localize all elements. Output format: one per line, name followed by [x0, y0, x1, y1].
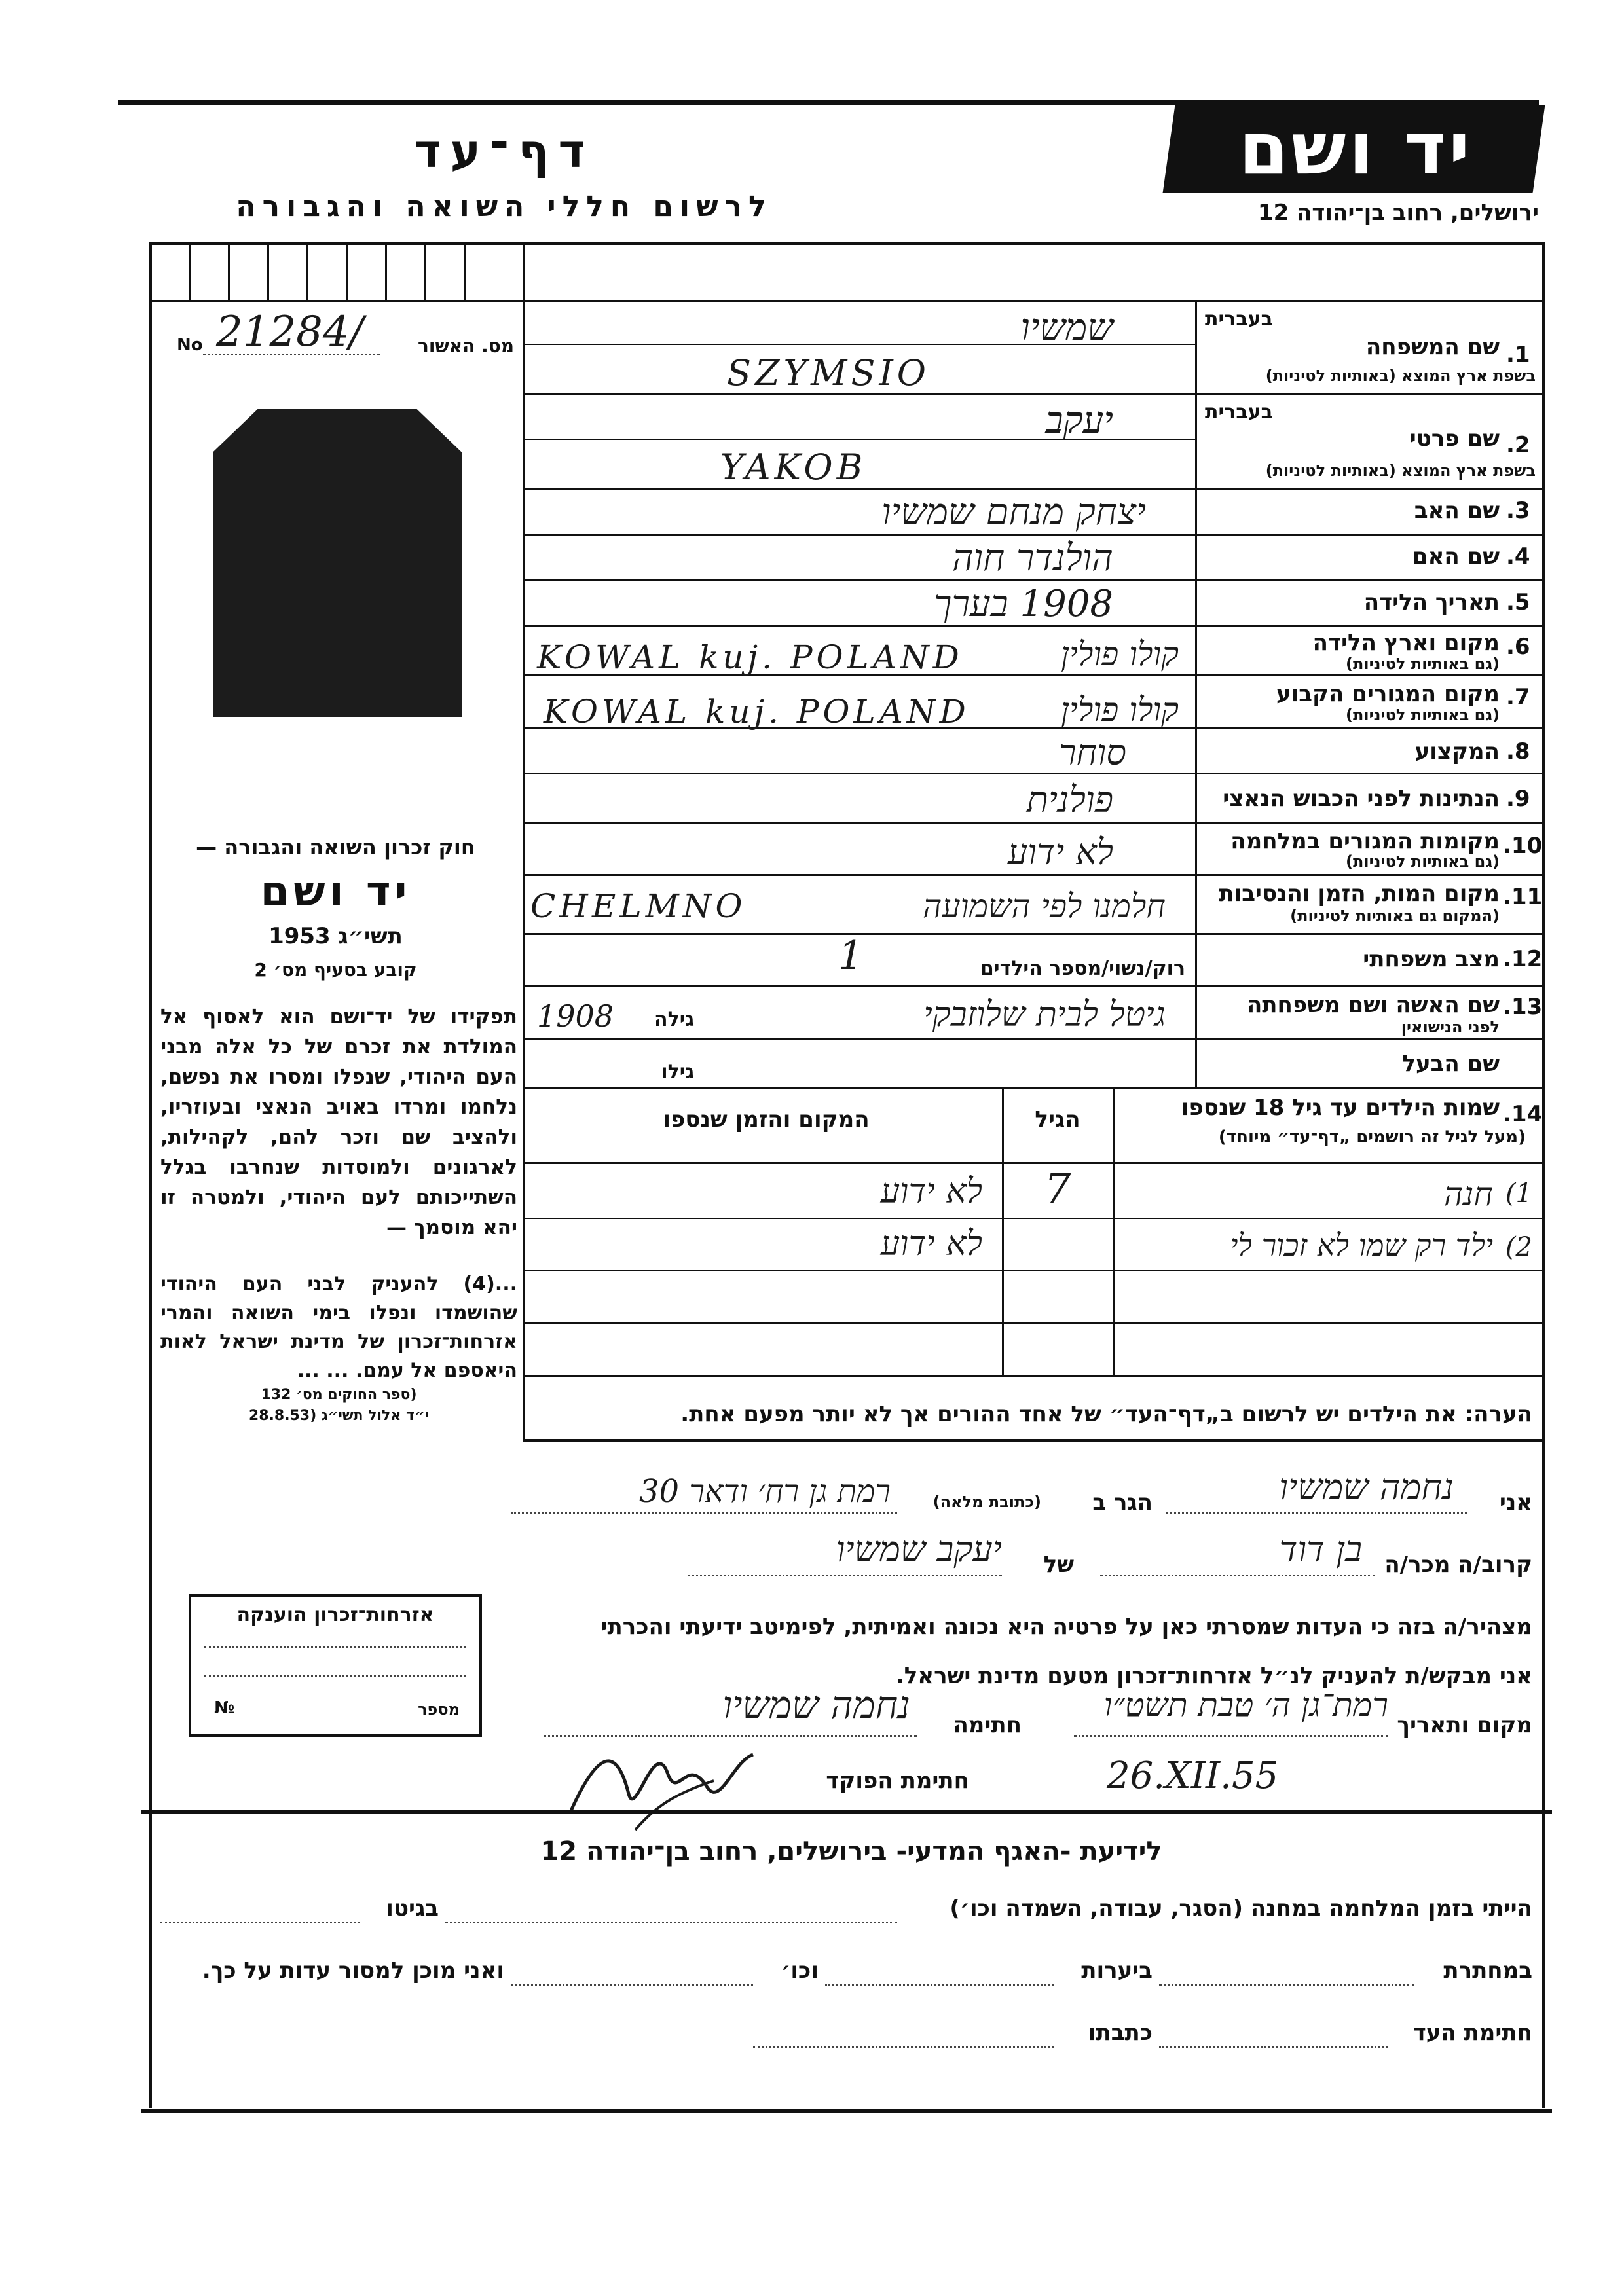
decl-statement: מצהיר/ה בזה כי העדות שמסרתי כאן על פרטיה היא נכונה ואמיתית, לפימיטב ידיעתי והכרתי: [600, 1614, 1532, 1640]
footer-line3-a: חתימת העד: [1412, 2020, 1532, 2046]
decl-place-date: רמת־גן ה׳ טבת תשט״ו: [1103, 1686, 1388, 1724]
children-head-rule: [523, 1162, 1544, 1164]
victim-photo: [213, 409, 462, 717]
field-2-value-latin: YAKOB: [720, 446, 867, 488]
page-title: דף־עד: [414, 124, 595, 178]
field-6-value-hebrew: קולו פולין: [1061, 635, 1179, 673]
footer-line1-dots-a: [445, 1922, 897, 1923]
field-2-label: שם פרטי: [1409, 426, 1500, 452]
logo-text: יד ושם: [1238, 107, 1473, 191]
husband-age-label: גילו: [661, 1061, 694, 1084]
children-place-header: המקום והזמן שנספו: [663, 1106, 870, 1133]
decl-relation-label: קרוב/ה מכר/ה: [1384, 1552, 1532, 1578]
frame-right: [1542, 242, 1545, 2108]
field-12-value: 1: [838, 933, 864, 979]
children-col-divider: [1113, 1087, 1115, 1375]
law-year: תשי״ג 1953: [268, 923, 403, 949]
row-line: [523, 1038, 1544, 1040]
row-line: [523, 625, 1544, 627]
law-purpose: תפקידו של יד־ושם הוא לאסוף אל המולדת את זכרם של כל אלה מבני העם היהודי, שנפלו ומסרו את נפשם, נלחמו ומרדו באויב הנאצי ובעוזריו, ולהציב שם וזכר להם, לקהילות, לארגונים ולמוסדות שנחרבו בגלל השתייכותם לעם היהודי, ולמטרה זו יהא מוסמך —: [160, 1005, 517, 1239]
child-1-idx: 1): [1505, 1178, 1532, 1209]
row-line: [523, 822, 1544, 824]
children-row-rule: [523, 1322, 1544, 1324]
field-5-number: 5.: [1506, 589, 1530, 615]
decl-signature: נחמה שמשיו: [722, 1683, 910, 1727]
children-title: שמות הילדים עד גיל 18 שנספו: [1181, 1095, 1500, 1121]
field-11-sub: (המקום גם באותיות לטיניות): [1290, 907, 1500, 925]
official-signature-mark: [557, 1715, 766, 1846]
field-13-label: שם האשה ושם משפחתה: [1246, 992, 1500, 1018]
decl-prefix: אני: [1499, 1489, 1532, 1516]
field-10-number: 10.: [1503, 833, 1543, 859]
row-line: [523, 933, 1544, 935]
child-1-place: לא ידוע: [880, 1172, 982, 1211]
footer-line2-dots-b: [825, 1984, 1054, 1986]
child-1-name: חנה: [1443, 1175, 1493, 1213]
decl-of-value: יעקב שמשיו: [836, 1529, 1002, 1570]
field-13-value: גיטל לבית שלוזבקי: [923, 995, 1166, 1034]
header-top-rule: [118, 100, 1539, 105]
decl-address: רמת גן רח׳ ודאר 30: [639, 1473, 891, 1510]
remark: הערה: את הילדים יש לרשום ב„דף־העד״ של אחד ההורים אך לא יותר מפעם אחת.: [680, 1401, 1532, 1427]
footer-line2-dots-c: [511, 1984, 753, 1986]
field-5-label: תאריך הלידה: [1363, 589, 1500, 615]
decl-name-dots: [1166, 1512, 1467, 1514]
decl-residing-label: הגר ב: [1092, 1489, 1153, 1516]
field-2-number: 2.: [1506, 432, 1530, 458]
child-1-age: 7: [1044, 1165, 1071, 1214]
field-1-sub: בשפת ארץ המוצא (באותיות לטיניות): [1265, 367, 1536, 385]
field-5-value: 1908 בערך: [933, 583, 1113, 625]
children-row-rule: [523, 1375, 1544, 1377]
citizenship-box-title: אזרחות־זכרון הוענקה: [236, 1603, 434, 1626]
field-1-label: שם המשפחה: [1365, 334, 1500, 360]
field-12-prefix: רוק/נשוי/מספר הילדים: [980, 957, 1185, 980]
children-col-divider: [1002, 1087, 1004, 1375]
decl-relation: בן דוד: [1279, 1529, 1362, 1570]
law-clause: קובע בסעיף מס׳ 2: [254, 959, 417, 981]
field-12-number: 12.: [1503, 946, 1543, 972]
office-boxes: [149, 242, 523, 301]
footer-line1-b: בגיטו: [386, 1895, 439, 1922]
field-7-number: 7.: [1506, 684, 1530, 710]
official-date: 26.XII.55: [1107, 1755, 1279, 1797]
field-1-hebrew-tag: בעברית: [1205, 308, 1273, 331]
footer-line2-d: ואני מוכן למסור עדות על כך.: [202, 1958, 504, 1984]
frame-left: [149, 242, 152, 2108]
decl-name: נחמה שמשיו: [1279, 1467, 1454, 1508]
footer-line2-dots-a: [1159, 1984, 1414, 1986]
official-label: חתימת הפוקד: [826, 1768, 969, 1794]
field-2-sub: בשפת ארץ המוצא (באותיות לטיניות): [1265, 462, 1536, 480]
decl-signature-label: חתימה: [953, 1712, 1022, 1738]
children-row-rule: [523, 1218, 1544, 1219]
children-note: (מעל לגיל זה רושמים „דף־עד״ מיוחד): [1218, 1127, 1526, 1147]
field-11-value-hebrew: חלמנו לפי השמועה: [923, 887, 1166, 925]
decl-place-date-label: מקום ותאריך: [1397, 1712, 1532, 1738]
field-10-value: לא ידוע: [1007, 831, 1113, 873]
field-2-value-hebrew: יעקב: [1045, 399, 1113, 442]
left-inner-border: [523, 300, 525, 1089]
law-line1: חוק זכרון השואה והגבורה —: [196, 835, 475, 860]
field-1-value-hebrew: שמשיו: [1020, 306, 1113, 349]
decl-of-label: של: [1043, 1552, 1074, 1578]
row-line: [523, 300, 1544, 302]
field-6-number: 6.: [1506, 634, 1530, 660]
law-ref: (ספר החוקים מס׳ 132: [261, 1387, 417, 1403]
child-2-name: ילד רק שמו לא זכור לי: [1230, 1228, 1493, 1263]
footer-top-rule: [141, 1810, 1552, 1814]
field-7-value-latin: KOWAL kuj. POLAND: [544, 693, 970, 731]
citizenship-no-sign: №: [214, 1698, 235, 1718]
no-sign: No: [177, 335, 203, 355]
field-11-label: מקום המות, הזמן והנסיבות: [1219, 881, 1500, 907]
footer-line3-b: כתבתו: [1088, 2020, 1153, 2046]
decl-request: אני מבקש/ת להעניק לנ״ל אזרחות־זכרון מטעם מדינת ישראל.: [895, 1663, 1532, 1689]
header-address: ירושלים, רחוב בן־יהודה 12: [1257, 200, 1539, 226]
row-line: [523, 579, 1544, 581]
reg-no-value: 21284/: [216, 308, 364, 356]
children-number: 14.: [1503, 1101, 1543, 1127]
footer-line2-c: וכו׳: [781, 1958, 819, 1984]
field-4-label: שם האם: [1412, 543, 1500, 570]
field-1-number: 1.: [1506, 342, 1530, 368]
field-11-number: 11.: [1503, 884, 1543, 910]
page-subtitle: לרשום חללי השואה והגבורה: [236, 190, 773, 223]
frame-bottom: [141, 2109, 1552, 2113]
field-10-label: מקומות המגורים במלחמה: [1230, 828, 1500, 854]
remark-rule: [523, 1439, 1544, 1442]
field-13-age-value: 1908: [537, 998, 614, 1034]
label-column-divider: [1195, 300, 1197, 1089]
field-12-label: מצב משפחתי: [1363, 946, 1500, 972]
citizenship-box: [189, 1594, 482, 1737]
decl-relation-dots: [1100, 1575, 1375, 1576]
row-line: [523, 985, 1544, 987]
footer-line1-dots-b: [160, 1922, 360, 1923]
row-line: [523, 393, 1544, 395]
field-3-number: 3.: [1506, 498, 1530, 524]
citizenship-no-label: מספר: [418, 1700, 460, 1719]
law-title: יד ושם: [260, 867, 411, 916]
field-13-number: 13.: [1503, 994, 1543, 1020]
field-6-label: מקום וארץ הלידה: [1312, 630, 1500, 656]
field-4-value: הולנדר חוה: [951, 537, 1113, 579]
child-2-place: לא ידוע: [880, 1224, 982, 1264]
field-8-value: סוחר: [1058, 732, 1126, 773]
footer-line3-dots-b: [753, 2046, 1054, 2048]
field-1-value-latin: SZYMSIO: [727, 352, 931, 393]
field-7-sub: (גם באותיות לטיניות): [1346, 706, 1500, 724]
field-6-sub: (גם באותיות לטיניות): [1346, 655, 1500, 673]
row-line: [523, 874, 1544, 876]
field-7-value-hebrew: קולו פולין: [1061, 691, 1179, 729]
field-3-label: שם האב: [1414, 498, 1500, 524]
field-4-number: 4.: [1506, 543, 1530, 570]
row-line: [523, 488, 1544, 490]
field-13-age-label: גילה: [654, 1008, 694, 1031]
field-8-label: המקצוע: [1414, 738, 1500, 765]
children-age-header: הגיל: [1035, 1106, 1080, 1133]
footer-title: לידיעת -האגף המדעי- בירושלים, רחוב בן־יהודה 12: [540, 1836, 1162, 1867]
reg-no-label: מס. האשור: [418, 335, 514, 357]
husband-label: שם הבעל: [1402, 1051, 1500, 1077]
field-8-number: 8.: [1506, 738, 1530, 765]
law-clause4: ...(4) להעניק לבני העם היהודי שהושמדו ונפלו בימי השואה והמרי אזרחות־זכרון של מדינת ישראל לאות היאספם אל עמם. ... ...: [160, 1273, 517, 1382]
footer-line2-b: ביערות: [1081, 1958, 1153, 1984]
row-line: [523, 534, 1544, 536]
field-9-value: פולנית: [1026, 779, 1113, 820]
field-3-value: יצחק מנחם שמשיו: [881, 491, 1146, 534]
children-row-rule: [523, 1270, 1544, 1271]
footer-line1-a: הייתי בזמן המלחמה במחנה (הסגר, עבודה, השמדה וכו׳): [950, 1895, 1532, 1922]
children-top: [523, 1087, 1544, 1089]
field-10-sub: (גם באותיות לטיניות): [1346, 852, 1500, 871]
field-9-number: 9.: [1506, 786, 1530, 812]
decl-place-date-dots: [1074, 1735, 1388, 1737]
decl-address-dots: [511, 1512, 897, 1514]
footer-line3-dots-a: [1159, 2046, 1388, 2048]
child-2-idx: 2): [1505, 1232, 1532, 1262]
footer-line2-a: במחתרת: [1443, 1958, 1532, 1984]
field-6-value-latin: KOWAL kuj. POLAND: [537, 638, 963, 676]
field-9-label: הנתינות לפני הכבוש הנאצי: [1223, 786, 1500, 812]
decl-address-note: (כתובת מלאה): [932, 1493, 1041, 1511]
field-2-hebrew-tag: בעברית: [1205, 401, 1273, 424]
law-date: י״ד אלול תשי״ג (28.8.53: [248, 1408, 430, 1424]
field-11-value-latin: CHELMNO: [530, 887, 747, 925]
decl-of-dots: [688, 1575, 1002, 1576]
field-7-label: מקום המגורים הקבוע: [1276, 681, 1500, 707]
field-13-sub: לפני הנישואין: [1401, 1018, 1500, 1036]
